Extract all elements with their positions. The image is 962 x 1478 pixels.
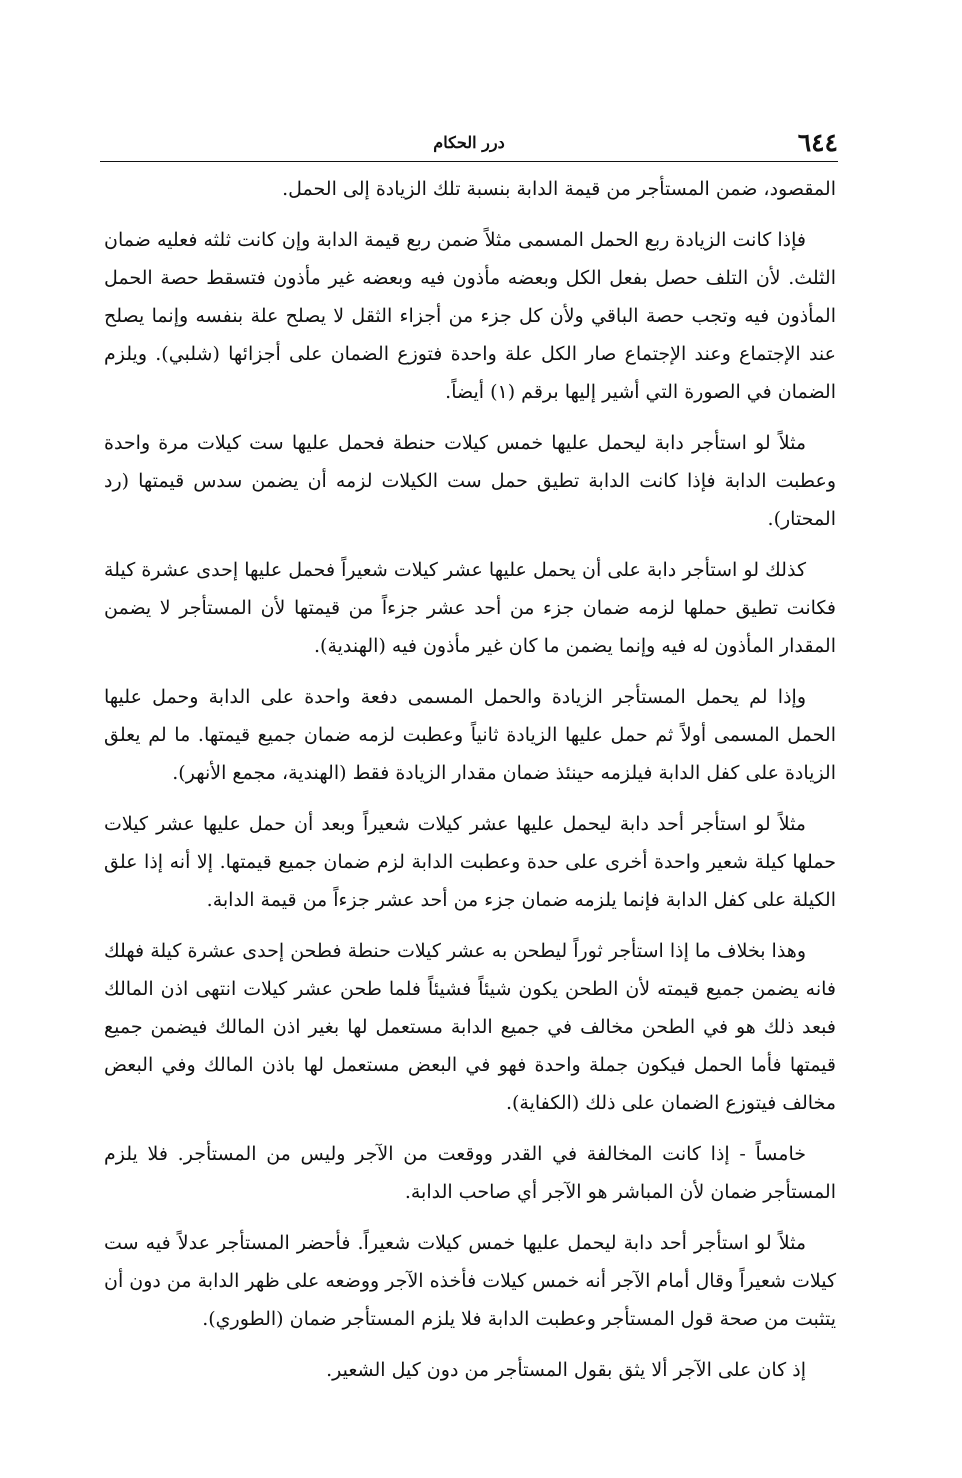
paragraph: مثلاً لو استأجر دابة ليحمل عليها خمس كيلات حنطة فحمل عليها ست كيلات مرة واحدة وعطبت الدابة فإذا كانت الدابة تطيق حمل ست الكيلات لزمه أن يضمن سدس قيمتها (رد المحتار). xyxy=(104,432,836,530)
running-title: درر الحكام xyxy=(433,133,505,152)
page-header xyxy=(100,128,838,158)
page-number: ٦٤٤ xyxy=(797,128,838,157)
paragraph: مثلاً لو استأجر أحد دابة ليحمل عليها عشر كيلات شعيراً وبعد أن حمل عليها عشر كيلات حملها كيلة شعير واحدة أخرى على حدة وعطبت الدابة لزم ضمان جميع قيمتها. إلا أنه إذا علق الكيلة على كفل الدابة فإنما يلزمه ضمان جزء من أحد عشر جزءاً من قيمة الدابة. xyxy=(104,813,836,911)
paragraph: المقصود، ضمن المستأجر من قيمة الدابة بنسبة تلك الزيادة إلى الحمل. xyxy=(282,178,836,200)
paragraph: كذلك لو استأجر دابة على أن يحمل عليها عشر كيلات شعيراً فحمل عليها إحدى عشرة كيلة فكانت تطيق حملها لزمه ضمان جزء من أحد عشر جزءاً من قيمتها لأن المستأجر لا يضمن المقدار المأذون له فيه وإنما يضمن ما كان غير مأذون فيه (الهندية). xyxy=(104,559,836,657)
paragraph: إذ كان على الآجر ألا يثق بقول المستأجر من دون كيل الشعير. xyxy=(326,1359,806,1381)
paragraph: فإذا كانت الزيادة ربع الحمل المسمى مثلاً ضمن ربع قيمة الدابة وإن كانت ثلثه فعليه ضمان الثلث. لأن التلف حصل بفعل الكل وبعضه مأذون فيه وبعضه غير مأذون فتسقط حصة الحمل المأذون فيه وتجب حصة الباقي ولأن كل جزء من أجزاء الثقل لا يصلح علة بنفسه وإنما يصلح عند الإجتماع وعند الإجتماع صار الكل علة واحدة فتوزع الضمان على أجزائها (شلبي). ويلزم الضمان في الصورة التي أشير إليها برقم (١) أيضاً. xyxy=(104,229,836,403)
header-rule xyxy=(100,161,838,162)
paragraph: وهذا بخلاف ما إذا استأجر ثوراً ليطحن به عشر كيلات حنطة فطحن إحدى عشرة كيلة فهلك فانه يضمن جميع قيمته لأن الطحن يكون شيئاً فشيئاً فلما طحن عشر كيلات انتهى اذن المالك فبعد ذلك هو في الطحن مخالف في جميع الدابة مستعمل لها بغير اذن المالك فيضمن جميع قيمتها فأما الحمل فيكون جملة واحدة فهو في البعض مستعمل لها باذن المالك وفي البعض مخالف فيتوزع الضمان على ذلك (الكفاية). xyxy=(104,940,836,1114)
body-text xyxy=(104,170,836,1402)
paragraph: مثلاً لو استأجر أحد دابة ليحمل عليها خمس كيلات شعيراً. فأحضر المستأجر عدلاً فيه ست كيلات شعيراً وقال أمام الآجر أنه خمس كيلات فأخذه الآجر ووضعه على ظهر الدابة من دون أن يتثبت من صحة قول المستأجر وعطبت الدابة فلا يلزم المستأجر ضمان (الطوري). xyxy=(104,1232,836,1330)
paragraph: وإذا لم يحمل المستأجر الزيادة والحمل المسمى دفعة واحدة على الدابة وحمل عليها الحمل المسمى أولاً ثم حمل عليها الزيادة ثانياً وعطبت لزمه ضمان جميع قيمتها. ما لم يعلق الزيادة على كفل الدابة فيلزمه حينئذ ضمان مقدار الزيادة فقط (الهندية، مجمع الأنهر). xyxy=(104,686,836,784)
paragraph: خامساً - إذا كانت المخالفة في القدر ووقعت من الآجر وليس من المستأجر. فلا يلزم المستأجر ضمان لأن المباشر هو الآجر أي صاحب الدابة. xyxy=(104,1143,836,1203)
